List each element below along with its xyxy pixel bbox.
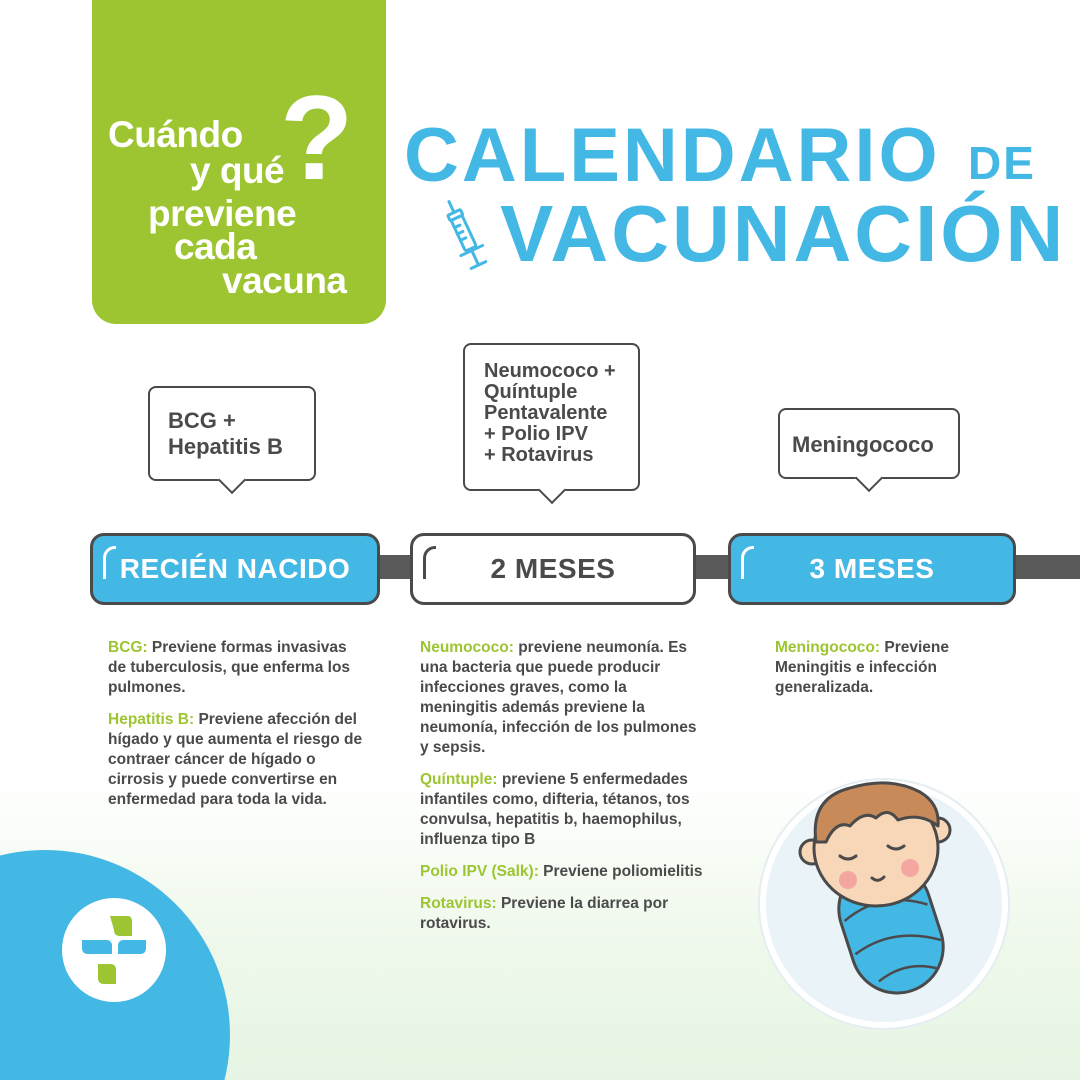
vaccine-name: Meningococo: [775, 639, 881, 656]
pill-label: 2 MESES [490, 553, 616, 584]
bubble-line: Pentavalente [484, 402, 608, 424]
description-column-recien-nacido [108, 638, 368, 822]
vaccine-name: Quíntuple: [420, 771, 498, 788]
vaccine-name: Polio IPV (Salk): [420, 863, 539, 880]
question-line-2: y qué [190, 150, 285, 191]
brand-logo-icon [62, 898, 166, 1002]
question-line-5: vacuna [222, 260, 347, 301]
vaccine-text: Previene formas invasivas de tuberculosis, que enferma los pulmones. [108, 639, 351, 696]
bubble-line: BCG + [168, 408, 236, 433]
timeline-pill-3-meses [728, 533, 1016, 605]
bubble-line: Neumococo + [484, 360, 616, 382]
vaccine-description [420, 862, 705, 882]
bubble-2-meses [463, 343, 640, 491]
question-mark: ? [280, 71, 354, 205]
vaccine-text: Previene poliomielitis [543, 863, 703, 880]
question-line-1: Cuándo [108, 114, 243, 155]
bubble-line: + Polio IPV [484, 423, 588, 445]
vaccine-name: Hepatitis B: [108, 711, 195, 728]
vaccine-name: BCG: [108, 639, 148, 656]
vaccine-description [108, 710, 368, 810]
bubble-line: Hepatitis B [168, 434, 283, 459]
pill-label: 3 MESES [809, 553, 935, 584]
vaccine-description [775, 638, 990, 698]
question-line-3: previene [148, 193, 297, 234]
title-line-2: VACUNACIÓN [500, 189, 1067, 278]
description-column-2-meses [420, 638, 705, 946]
bubble-line: Quíntuple [484, 381, 578, 403]
bubble-line: Meningococo [792, 432, 934, 457]
vaccine-description [108, 638, 368, 698]
vaccine-text: Previene la diarrea por rotavirus. [420, 895, 669, 932]
vaccine-description [420, 638, 705, 758]
vaccine-name: Neumococo: [420, 639, 514, 656]
vaccine-text: previene 5 enfermedades infantiles como, difteria, tétanos, tos convulsa, hepatitis b, haemophilus, influenza tipo B [420, 771, 690, 848]
baby-illustration [780, 770, 980, 1005]
bubble-recien-nacido [148, 386, 316, 481]
pill-label: RECIÉN NACIDO [119, 553, 351, 584]
bracket-decoration [103, 546, 116, 579]
vaccine-description [420, 894, 705, 934]
bubble-line: + Rotavirus [484, 444, 594, 466]
title-de: DE [968, 137, 1036, 189]
description-column-3-meses [775, 638, 990, 710]
vaccine-description [420, 770, 705, 850]
vaccine-text: previene neumonía. Es una bacteria que puede producir infecciones graves, como la meningitis además previene la neumonía, infección de los pulmones y sepsis. [420, 639, 697, 756]
question-line-4: cada [174, 226, 257, 267]
syringe-icon [436, 196, 494, 281]
timeline-pill-recien-nacido [90, 533, 380, 605]
title-line-1: CALENDARIO [404, 113, 941, 198]
vaccine-text: Previene Meningitis e infección generalizada. [775, 639, 950, 696]
bracket-decoration [423, 546, 436, 579]
bracket-decoration [741, 546, 754, 579]
timeline-pill-2-meses [410, 533, 696, 605]
bubble-3-meses [778, 408, 960, 479]
vaccine-text: Previene afección del hígado y que aumenta el riesgo de contraer cáncer de hígado o cirrosis y puede convertirse en enfermedad para toda la vida. [108, 711, 363, 808]
vaccine-name: Rotavirus: [420, 895, 497, 912]
